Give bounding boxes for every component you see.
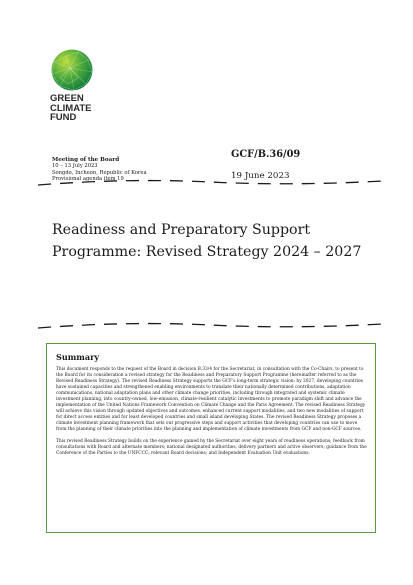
summary-paragraph-2: This revised Readiness Strategy builds on the experience gained by the Secretariat over eight years of readiness operations; feedback from consultations with Board and alternate members; national designated authorities, delivery partners and active observers; guidance from the Conference of the Parties to the UNFCCC; relevant Board decisions; and Independent Evaluation Unit evaluations. — [56, 438, 367, 456]
document-number: GCF/B.36/09 — [231, 149, 301, 160]
meeting-dates: 10 – 13 July 2023 — [52, 163, 98, 170]
gcf-logo — [48, 48, 108, 123]
document-title: Readiness and Preparatory Support Programme: Revised Strategy 2024 – 2027 — [52, 222, 362, 260]
logo-line-green: GREEN — [50, 93, 84, 104]
document-date: 19 June 2023 — [231, 171, 290, 181]
summary-paragraph-1: This document responds to the request of the Board in decision B.33/4 for the Secretariat, in consultation with the Co-Chairs, to present to the Board for its consideration a revised strategy for the Readiness and Preparatory Support Programme (hereinafter referred to as the Revised Readiness Strategy). The revised Readiness Strategy supports the GCF's long-term strategic vision: by 2027, developing countries have sustained capacities and strengthened enabling environments to translate their nationally determined contributions, adaptation communications, national adaptation plans and other climate change priorities, including through integrated and systemic climate investment planning, into country-owned, low-emission, climate-resilient catalytic investments to promote paradigm shift and advance the implementation of the United Nations Framework Convention on Climate Change and the Paris Agreement. The revised Readiness Strategy will achieve this vision through updated objectives and outcomes, enhanced current support modalities, and two new modalities of support for direct access entities and for least developed countries and small island developing States. The revised Readiness Strategy proposes a climate investment planning framework that sets out progressive steps and support activities that developing countries can use to move from the planning of their climate priorities into the planning and implementation of climate investments from GCF and non-GCF sources. — [56, 367, 366, 433]
summary-box — [46, 343, 376, 533]
meeting-title: Meeting of the Board — [52, 157, 120, 163]
summary-heading: Summary — [56, 352, 100, 362]
logo-line-climate: CLIMATE — [50, 102, 92, 114]
header-wave-divider — [38, 179, 383, 187]
globe-icon — [48, 48, 96, 92]
meeting-location: Songdo, Incheon, Republic of Korea — [52, 169, 147, 176]
meeting-agenda: Provisional agenda item 19 — [52, 176, 124, 183]
logo-line-fund: FUND — [50, 112, 77, 123]
title-wave-divider — [38, 322, 383, 330]
